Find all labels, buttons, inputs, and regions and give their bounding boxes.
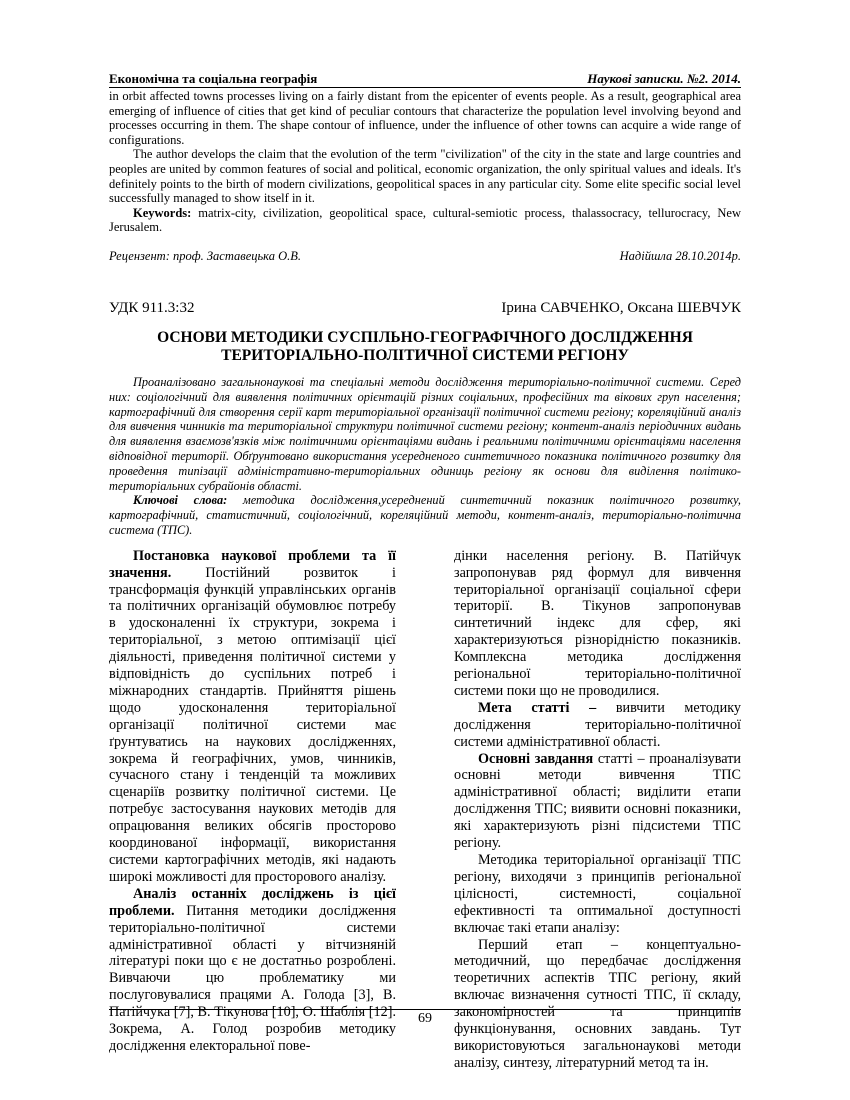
section-tasks — [454, 751, 741, 852]
section-aim-text: вивчити методику дослідження територіально-політичної системи адміністративної області. — [454, 699, 741, 750]
summary-keywords-label: Keywords: — [133, 205, 192, 220]
reviewer: Рецензент: проф. Заставецька О.В. — [109, 248, 302, 263]
section-problem-text: Постійний розвиток і трансформація функцій управлінських органів та політичних організацій обумовлює потребу в удосконаленні їх структури, зокрема і територіальної, з метою оптимізації цієї діяльності, приведення політичної системи у відповідність до суспільних потреб і міжнародних стандартів. Прийняття рішень щодо удосконалення територіальної організації політичної системи має ґрунтуватись на наукових дослідженнях, зокрема й географічних, умов, чинників, сучасного стану і тенденцій та можливих сценаріїв розвитку політичної системи. Це потребує застосування наукових методів для опрацювання великих обсягів просторово координованої інформації, використання системи картографічних методів, які надають широкі можливості для просторового аналізу. — [109, 564, 396, 885]
summary-keywords-text: matrix-city, civilization, geopolitical space, cultural-semiotic process, thalassocracy, tellurocracy, New Jerusalem. — [109, 205, 741, 235]
abstract-keywords-label: Ключові слова: — [133, 493, 228, 508]
methodology-paragraph: Методика територіальної організації ТПС регіону, виходячи з принципів регіональної цілісності, системності, соціальної ефективності та оптимальної доступності включає такі етапи аналізу: — [454, 852, 741, 936]
footer-divider — [109, 1009, 741, 1010]
section-aim-heading: Мета статті – — [478, 699, 597, 716]
title-line-1: ОСНОВИ МЕТОДИКИ СУСПІЛЬНО-ГЕОГРАФІЧНОГО ДОСЛІДЖЕННЯ — [157, 328, 693, 346]
page — [109, 72, 741, 1072]
header-section: Економічна та соціальна географія — [109, 71, 318, 86]
running-header — [109, 72, 741, 88]
first-stage-paragraph: Перший етап – концептуально-методичний, що передбачає дослідження теоретичних аспектів ТПС регіону, який включає визначення сутності ТПС, її складу, закономірностей та принципів функціонування, основних завдань. Тут використовуються загальнонаукові методи аналізу, синтезу, літературний метод та ін. — [454, 936, 741, 1071]
section-tasks-heading: Основні завдання — [478, 750, 594, 767]
review-continuation: дінки населення регіону. В. Патійчук запропонував ряд формул для вивчення територіальної організації соціальної сфери території. В. Тікунов запропонував синтетичний індекс для сфер, які характеризуються різнорідністю показників. Комплексна методика дослідження регіональної територіально-політичної системи поки що не проводилися. — [454, 547, 741, 699]
abstract — [109, 375, 741, 538]
abstract-text: Проаналізовано загальнонаукові та спеціальні методи дослідження територіально-політичної системи. Серед них: соціологічний для виявлення політичних орієнтацій різних соціальних, професійних та вікових груп населення; картографічний для створення серії карт територіальної організації політичної системи регіону; кореляційний аналіз для вивчення чинників та територіальної структури політичної системи регіону; контент-аналіз періодичних видань для виявлення взаємозв'язків між політичними орієнтаціями видань і реальними політичними орієнтаціями населення відповідної території. Обґрунтовано використання усередненого синтетичного показника політичного розвитку для проведення типізації адміністративно-територіальних одиниць регіону як основи для виділення політико-територіальних субрайонів області. — [109, 374, 741, 493]
received-date: Надійшла 28.10.2014р. — [619, 248, 741, 263]
section-aim — [454, 700, 741, 751]
reviewer-row — [109, 249, 741, 264]
page-number: 69 — [418, 1011, 432, 1026]
header-journal: Наукові записки. №2. 2014. — [587, 71, 741, 86]
summary-paragraph-1: in orbit affected towns processes living on a fairly distant from the epicenter of events people. As a result, geographical area emerging of influence of cities that get kind of peculiar contours that characterize the population level involving beyond and processes occurring in them. The shape contour of influence, under the influence of other towns can acquire a wide range of configurations. — [109, 89, 741, 147]
right-column — [454, 548, 741, 1072]
english-summary — [109, 89, 741, 235]
udc-code: УДК 911.3:32 — [109, 299, 195, 316]
section-review-text: Питання методики дослідження територіально-політичної системи адміністративної області у вітчизняній літературі поки що є не достатньо розроблені. Вивчаючи цю проблематику ми послуговувалися працями А. Голода [3], В. Патійчука [7], В. Тікунова [10], О. Шаблія [12]. Зокрема, А. Голод розробив методику дослідження електоральної пове- — [109, 902, 396, 1054]
section-review-heading: Аналіз останніх досліджень із цієї проблеми. — [109, 885, 396, 919]
title-line-2: ТЕРИТОРІАЛЬНО-ПОЛІТИЧНОЇ СИСТЕМИ РЕГІОНУ — [221, 346, 629, 364]
body-columns — [109, 548, 741, 1072]
summary-paragraph-2: The author develops the claim that the evolution of the term "civilization" of the city in the state and large countries and peoples are united by common features of social and political, economic organization, the only spiritual values and ideals. It's definitely points to the birth of modern civilizations, geopolitical spaces in any particular city. Some elite specific social level successfully managed to show itself in it. — [109, 147, 741, 206]
authors: Ірина САВЧЕНКО, Оксана ШЕВЧУК — [501, 299, 741, 316]
section-tasks-text: статті – проаналізувати основні методи вивчення ТПС адміністративної області; виділити етапи дослідження ТПС; виявити основні показники, які характеризують різні підсистеми ТПС регіону. — [454, 750, 741, 852]
section-problem-heading: Постановка наукової проблеми та її значення. — [109, 547, 396, 581]
article-meta — [109, 300, 741, 317]
summary-keywords — [109, 206, 741, 235]
left-column — [109, 548, 396, 1072]
section-review — [109, 886, 396, 1055]
article-title — [109, 329, 741, 365]
abstract-keywords — [109, 493, 741, 537]
abstract-keywords-text: методика дослідження,усереднений синтетичний показник політичного розвитку, картографічний, статистичний, соціологічний, кореляційний методи, контент-аналіз, територіально-політична система (ТПС). — [109, 493, 741, 537]
section-problem — [109, 548, 396, 886]
